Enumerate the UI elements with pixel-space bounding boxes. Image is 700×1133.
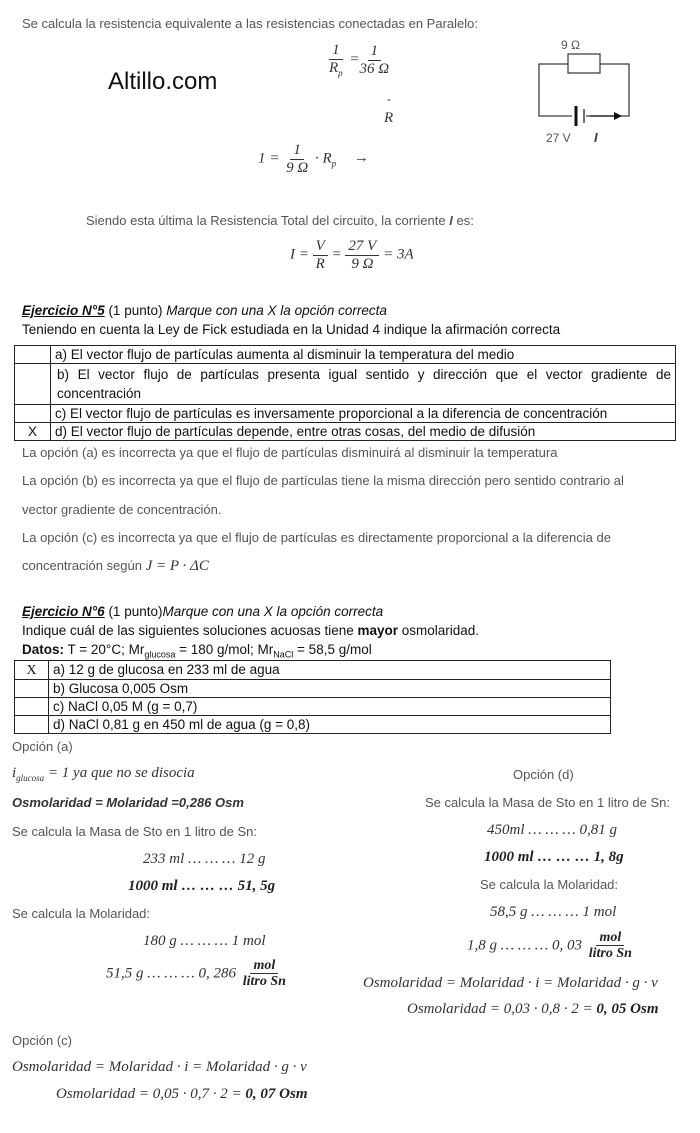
equation-fragment: R <box>384 110 394 126</box>
resistor-symbol <box>568 54 600 73</box>
option-text: b) El vector flujo de partículas presenta igual sentido y dirección que el vector gradiente de concentración <box>51 364 676 405</box>
molaridad-text: Se calcula la Molaridad: <box>12 906 151 921</box>
total-text: Siendo esta última la Resistencia Total del circuito, la corriente I es: <box>86 213 474 228</box>
equation-fragment: - <box>387 92 391 106</box>
option-mark[interactable] <box>15 364 51 405</box>
explanation-c: concentración según J = P · ΔC <box>22 558 209 574</box>
table-row <box>15 423 676 441</box>
ej6-heading: Ejercicio N°6 (1 punto)Marque con una X la opción correcta <box>22 604 384 619</box>
regla-tres-4: 51,5 g … … … 0, 286 $\frac{\text{mol}}{\text{litro Sn}}$ <box>106 958 286 990</box>
option-text: c) NaCl 0,05 M (g = 0,7) <box>49 698 611 716</box>
option-text: a) El vector flujo de partículas aumenta al disminuir la temperatura del medio <box>51 346 676 364</box>
intro-text: Se calcula la resistencia equivalente a las resistencias conectadas en Paralelo: <box>22 16 478 31</box>
osmolaridad-result-d: Osmolaridad = 0,03 · 0,8 · 2 = 0, 05 Osm <box>407 1001 659 1017</box>
osmolaridad-result-c: Osmolaridad = 0,05 · 0,7 · 2 = 0, 07 Osm <box>56 1086 308 1102</box>
option-text: c) El vector flujo de partículas es inversamente proporcional a la diferencia de concentración <box>51 405 676 423</box>
regla-tres-3: 180 g … … … 1 mol <box>143 933 266 949</box>
explanation-c: La opción (c) es incorrecta ya que el flujo de partículas es directamente proporcional a la diferencia de <box>22 530 611 545</box>
ej6-question: Indique cuál de las siguientes soluciones acuosas tiene mayor osmolaridad. <box>22 623 480 638</box>
table-row <box>15 405 676 423</box>
regla-tres-d1: 450ml … … … 0,81 g <box>487 822 618 838</box>
osmolaridad-formula-d: Osmolaridad = Molaridad · i = Molaridad · g · v <box>363 975 658 991</box>
option-mark[interactable]: X <box>15 423 51 441</box>
regla-tres-d2: 1000 ml … … … 1, 8g <box>484 849 624 865</box>
option-mark[interactable] <box>15 405 51 423</box>
ej5-heading: Ejercicio N°5 (1 punto) Marque con una X la opción correcta <box>22 303 387 318</box>
battery-label: 27 V <box>546 131 571 145</box>
equation-parallel-2: 1 = $\frac{1}{9 \Omega}$ · $R_p$ → <box>258 142 369 176</box>
explanation-b: La opción (b) es incorrecta ya que el flujo de partículas tiene la misma dirección pero sentido contrario al <box>22 473 624 488</box>
option-text: a) 12 g de glucosa en 233 ml de agua <box>49 661 611 680</box>
equation-parallel-1: $\frac{1}{R_p}$ = $\frac{1}{36 \Omega}$ <box>329 42 390 78</box>
option-text: b) Glucosa 0,005 Osm <box>49 680 611 698</box>
explanation-b: vector gradiente de concentración. <box>22 502 222 517</box>
molaridad-text-d: Se calcula la Molaridad: <box>480 877 619 892</box>
current-label: I <box>594 130 598 145</box>
ej5-options-table <box>14 345 676 441</box>
ej5-question: Teniendo en cuenta la Ley de Fick estudiada en la Unidad 4 indique la afirmación correcta <box>22 322 561 337</box>
regla-tres-1: 233 ml … … … 12 g <box>143 851 266 867</box>
osmolaridad-a: Osmolaridad = Molaridad =0,286 Osm <box>12 795 244 810</box>
option-a-heading: Opción (a) <box>12 739 73 754</box>
option-c-heading: Opción (c) <box>12 1033 72 1048</box>
regla-tres-2: 1000 ml … … … 51, 5g <box>128 878 276 894</box>
option-mark[interactable]: X <box>15 661 49 680</box>
table-row <box>15 364 676 405</box>
table-row <box>15 716 611 734</box>
watermark: Altillo.com <box>108 68 218 95</box>
option-text: d) El vector flujo de partículas depende, entre otras cosas, del medio de difusión <box>51 423 676 441</box>
option-mark[interactable] <box>15 716 49 734</box>
masa-text-d: Se calcula la Masa de Sto en 1 litro de Sn: <box>425 795 670 810</box>
table-row <box>15 698 611 716</box>
van-hoff-glucosa: $i_{glucosa} = 1$ ya que no se disocia <box>12 765 195 783</box>
masa-text: Se calcula la Masa de Sto en 1 litro de Sn: <box>12 824 257 839</box>
osmolaridad-formula-c: Osmolaridad = Molaridad · i = Molaridad · g · v <box>12 1059 307 1075</box>
option-mark[interactable] <box>15 346 51 364</box>
table-row <box>15 661 611 680</box>
resistor-label: 9 Ω <box>561 38 580 52</box>
option-text: d) NaCl 0,81 g en 450 ml de agua (g = 0,8) <box>49 716 611 734</box>
table-row <box>15 680 611 698</box>
ej6-datos: Datos: T = 20°C; $Mr_{glucosa} = 180$ g/mol; $Mr_{NaCl} = 58,5$ g/mol <box>22 642 372 660</box>
option-mark[interactable] <box>15 680 49 698</box>
option-d-heading: Opción (d) <box>513 767 574 782</box>
option-mark[interactable] <box>15 698 49 716</box>
regla-tres-d4: 1,8 g … … … 0, 03 $\frac{\text{mol}}{\text{litro Sn}}$ <box>467 930 632 962</box>
explanation-a: La opción (a) es incorrecta ya que el flujo de partículas disminuirá al disminuir la temperatura <box>22 445 558 460</box>
ej6-options-table <box>14 660 611 734</box>
regla-tres-d3: 58,5 g … … … 1 mol <box>490 904 617 920</box>
table-row <box>15 346 676 364</box>
ohm-equation: I = $\frac{V}{R}$ = $\frac{27 V}{9 \Omega}$ = 3A <box>290 238 414 272</box>
